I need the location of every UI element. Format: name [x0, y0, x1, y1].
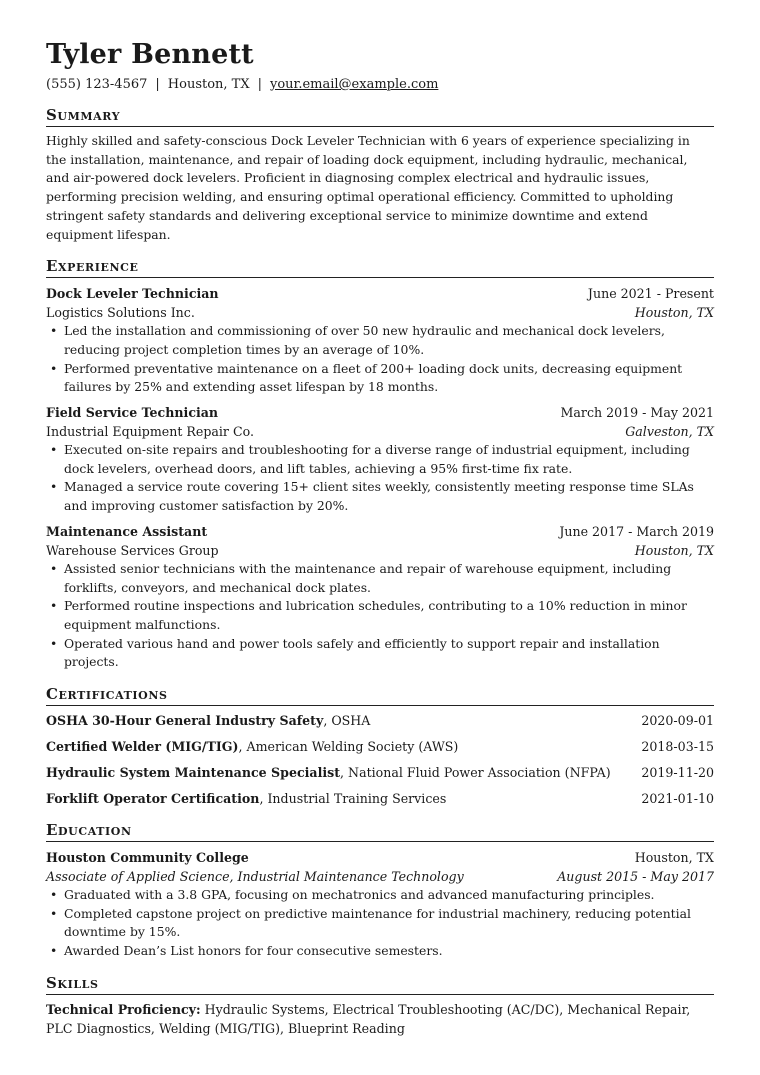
bullet-text: Led the installation and commissioning of over 50 new hydraulic and mechanical dock levelers, reducing project completion times by an average of 10%. — [64, 323, 665, 357]
bullet-icon: • — [50, 360, 58, 376]
job-location: Houston, TX — [634, 305, 714, 321]
job-entry — [46, 284, 714, 397]
job-bullets — [46, 322, 714, 397]
bullet-icon: • — [50, 943, 58, 959]
job-title: Field Service Technician — [46, 405, 219, 421]
skills-text — [46, 1000, 714, 1038]
list-item — [46, 942, 714, 961]
certification-row — [46, 737, 714, 756]
education-bullets — [46, 886, 714, 961]
certifications-list — [46, 711, 714, 808]
job-location: Galveston, TX — [625, 424, 714, 440]
certification-row — [46, 789, 714, 808]
job-bullets — [46, 441, 714, 516]
candidate-name: Tyler Bennett — [46, 39, 254, 70]
certification-name: Certified Welder (MIG/TIG) — [46, 739, 239, 755]
job-location: Houston, TX — [634, 542, 714, 558]
certification-date: 2021-01-10 — [641, 791, 714, 807]
bullet-text: Managed a service route covering 15+ client sites weekly, consistently meeting response time SLAs and improving customer satisfaction by 20%. — [64, 479, 694, 514]
job-title: Dock Leveler Technician — [46, 286, 219, 302]
company-name: Industrial Equipment Repair Co. — [46, 424, 254, 440]
contact-separator: | — [257, 77, 262, 92]
bullet-icon: • — [50, 598, 58, 614]
bullet-text: Executed on-site repairs and troubleshooting for a diverse range of industrial equipment, including dock levelers, overhead doors, and lift tables, achieving a 95% first-time fix rate. — [64, 442, 690, 476]
bullet-icon: • — [50, 905, 58, 921]
job-dates: June 2021 - Present — [587, 286, 714, 302]
bullet-icon: • — [50, 479, 58, 495]
certification-name: Hydraulic System Maintenance Specialist — [46, 765, 341, 781]
skills-list: Hydraulic Systems, Electrical Troubleshooting (AC/DC), Mechanical Repair, PLC Diagnostics, Welding (MIG/TIG), Blueprint Reading — [46, 1001, 691, 1036]
certification-row — [46, 763, 714, 782]
summary-text: Highly skilled and safety-conscious Dock Leveler Technician with 6 years of experience specializing in the installation, maintenance, and repair of loading dock equipment, including hydraulic, mechanical, and air-powered dock levelers. Proficient in diagnosing complex electrical and hydraulic issues, performing precision welding, and ensuring optimal operational efficiency. Committed to upholding stringent safety standards and delivering exceptional service to minimize downtime and extend equipment lifespan. — [46, 133, 690, 242]
bullet-text: Performed preventative maintenance on a fleet of 200+ loading dock units, decreasing equipment failures by 25% and extending asset lifespan by 18 months. — [64, 360, 683, 395]
certification-date: 2020-09-01 — [641, 713, 714, 729]
list-item — [46, 478, 714, 515]
company-name: Warehouse Services Group — [46, 542, 219, 558]
bullet-icon: • — [50, 635, 58, 651]
bullet-icon: • — [50, 887, 58, 903]
bullet-text: Awarded Dean’s List honors for four consecutive semesters. — [64, 943, 443, 959]
education-entry — [46, 848, 714, 961]
bullet-icon: • — [50, 560, 58, 576]
education-dates: August 2015 - May 2017 — [557, 869, 714, 885]
school-name: Houston Community College — [46, 850, 249, 866]
contact-line — [46, 77, 714, 93]
certification-issuer: , National Fluid Power Association (NFPA) — [340, 765, 611, 781]
bullet-text: Assisted senior technicians with the maintenance and repair of warehouse equipment, including forklifts, conveyors, and mechanical dock plates. — [64, 560, 672, 595]
certification-name: OSHA 30-Hour General Industry Safety — [46, 713, 324, 729]
bullet-text: Graduated with a 3.8 GPA, focusing on mechatronics and advanced manufacturing principles. — [64, 887, 655, 903]
certification-date: 2018-03-15 — [641, 739, 714, 755]
list-item — [46, 635, 714, 672]
phone: (555) 123-4567 — [46, 77, 148, 92]
certification-issuer: , OSHA — [323, 713, 371, 729]
list-item — [46, 886, 714, 905]
contact-separator: | — [155, 77, 160, 92]
email-link[interactable]: your.email@example.com — [270, 77, 439, 92]
section-heading-certifications: Certifications — [46, 685, 714, 706]
job-entry — [46, 522, 714, 672]
certification-row — [46, 711, 714, 730]
job-title: Maintenance Assistant — [46, 523, 208, 539]
job-entry — [46, 403, 714, 516]
certification-date: 2019-11-20 — [641, 765, 714, 781]
certification-issuer: , Industrial Training Services — [259, 791, 447, 807]
list-item — [46, 597, 714, 634]
bullet-icon: • — [50, 442, 58, 458]
skills-label: Technical Proficiency: — [46, 1001, 201, 1017]
list-item — [46, 322, 714, 359]
section-heading-education: Education — [46, 821, 714, 842]
list-item — [46, 360, 714, 397]
bullet-text: Completed capstone project on predictive maintenance for industrial machinery, reducing potential downtime by 15%. — [64, 905, 691, 940]
list-item — [46, 441, 714, 478]
degree: Associate of Applied Science, Industrial Maintenance Technology — [46, 869, 464, 885]
job-dates: March 2019 - May 2021 — [560, 405, 714, 421]
company-name: Logistics Solutions Inc. — [46, 305, 195, 321]
section-heading-experience: Experience — [46, 257, 714, 278]
certification-issuer: , American Welding Society (AWS) — [238, 739, 459, 755]
location: Houston, TX — [167, 77, 250, 92]
bullet-text: Performed routine inspections and lubrication schedules, contributing to a 10% reduction in minor equipment malfunctions. — [64, 598, 687, 632]
list-item — [46, 905, 714, 942]
bullet-icon: • — [50, 323, 58, 339]
certification-name: Forklift Operator Certification — [46, 791, 260, 807]
bullet-text: Operated various hand and power tools safely and efficiently to support repair and installation projects. — [64, 635, 660, 670]
section-heading-summary: Summary — [46, 106, 714, 127]
list-item — [46, 560, 714, 597]
job-bullets — [46, 560, 714, 672]
job-dates: June 2017 - March 2019 — [559, 523, 714, 539]
section-heading-skills: Skills — [46, 974, 714, 995]
school-location: Houston, TX — [634, 850, 714, 866]
